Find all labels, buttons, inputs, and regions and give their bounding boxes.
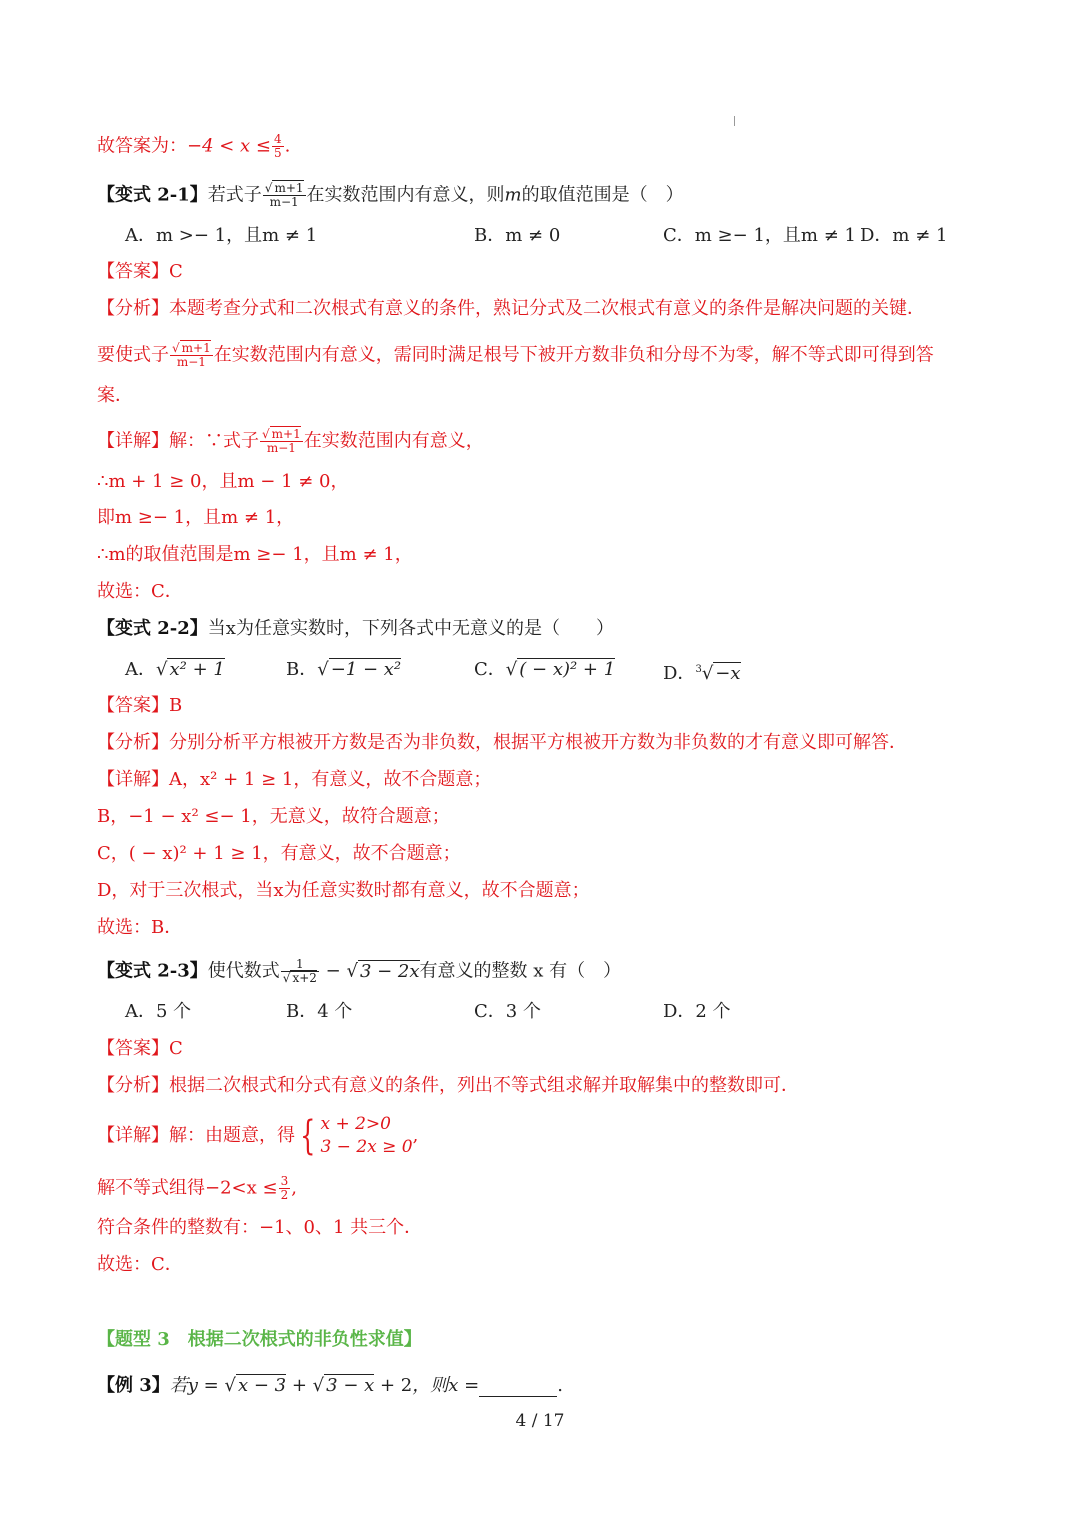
analysis: 【分析】分别分析平方根被开方数是否为非负数，根据平方根被开方数为非负数的才有意义即可解答． [97,732,907,753]
option-c: C．3 个 [474,1001,541,1022]
variant-2-3-question: 【变式 2-3】使代数式 $\frac{1}{√ x+2}$ − √ 3 − 2x有意义的整数 x 有（ ） [97,957,622,985]
solution-line-1: 【详解】A，x² + 1 ≥ 1，有意义，故不合题意； [97,769,492,790]
page-mark [734,116,735,126]
solution-line-5: 故选：B． [97,917,183,938]
example-3-question: 【例 3】若y = √ x − 3 + √ 3 − x + 2，则x = . [97,1375,563,1396]
option-d: D．m ≠ 1 [860,225,948,246]
option-a: A．m >− 1，且m ≠ 1 [125,225,318,246]
analysis: 【分析】根据二次根式和分式有意义的条件，列出不等式组求解并取解集中的整数即可． [97,1075,799,1096]
page-number: 4 / 17 [515,1411,565,1431]
solution-line-4: 故选：C． [97,1254,183,1275]
solution-line-3: 符合条件的整数有：−1、0、1 共三个． [97,1217,423,1238]
analysis-line-2: 要使式子 $\frac{√ m+1}{m-1}$ 在实数范围内有意义，需同时满足根号下被开方数非负和分母不为零，解不等式即可得到答 [97,341,934,369]
answer-blank[interactable] [479,1380,557,1397]
answer-line: 故答案为：−4 < x ≤ $\frac{4}{5}$ . [97,132,291,160]
solution-line-1: 【详解】解：∵式子 $\frac{√ m+1}{m-1}$ 在实数范围内有意义， [97,427,484,455]
option-b: B．4 个 [286,1001,353,1022]
solution-line-4: D，对于三次根式，当x为任意实数时都有意义，故不合题意； [97,880,590,901]
solution-line-3: 即m ≥− 1，且m ≠ 1， [97,507,295,528]
option-d: D．$^3$√ −x [663,663,741,684]
solution-line-3: C，( − x)² + 1 ≥ 1，有意义，故不合题意； [97,843,461,864]
variant-2-1-question: 【变式 2-1】若式子 $\frac{√ m+1}{m-1}$ 在实数范围内有意义，则m的取值范围是（ ） [97,181,684,209]
solution-line-2: B，−1 − x² ≤− 1，无意义，故符合题意； [97,806,450,827]
solution-line-2: 解不等式组得−2<x ≤ $\frac{3}{2}$ , [97,1174,297,1202]
solution-line-4: ∴m的取值范围是m ≥− 1，且m ≠ 1， [97,544,413,565]
answer: 【答案】C [97,1038,183,1059]
option-a: A．5 个 [125,1001,192,1022]
answer: 【答案】C [97,261,183,282]
analysis: 【分析】本题考查分式和二次根式有意义的条件，熟记分式及二次根式有意义的条件是解决问题的关键． [97,298,925,319]
option-d: D．2 个 [663,1001,731,1022]
section-title: 【题型 3 根据二次根式的非负性求值】 [97,1329,422,1350]
option-b: B．√ −1 − x² [286,659,402,680]
variant-2-2-question: 【变式 2-2】当x为任意实数时，下列各式中无意义的是（ ） [97,618,614,639]
option-a: A．√ x² + 1 [125,659,225,680]
analysis-line-3: 案． [97,385,133,406]
option-b: B．m ≠ 0 [474,225,561,246]
solution-line-5: 故选：C． [97,581,183,602]
answer: 【答案】B [97,695,183,716]
option-c: C．m ≥− 1，且m ≠ 1 [663,225,856,246]
solution-line-1: 【详解】解：由题意，得 { x + 2>0 3 − 2x ≥ 0 , [97,1113,419,1159]
option-c: C．√ ( − x)² + 1 [474,659,616,680]
solution-line-2: ∴m + 1 ≥ 0，且m − 1 ≠ 0， [97,471,349,492]
